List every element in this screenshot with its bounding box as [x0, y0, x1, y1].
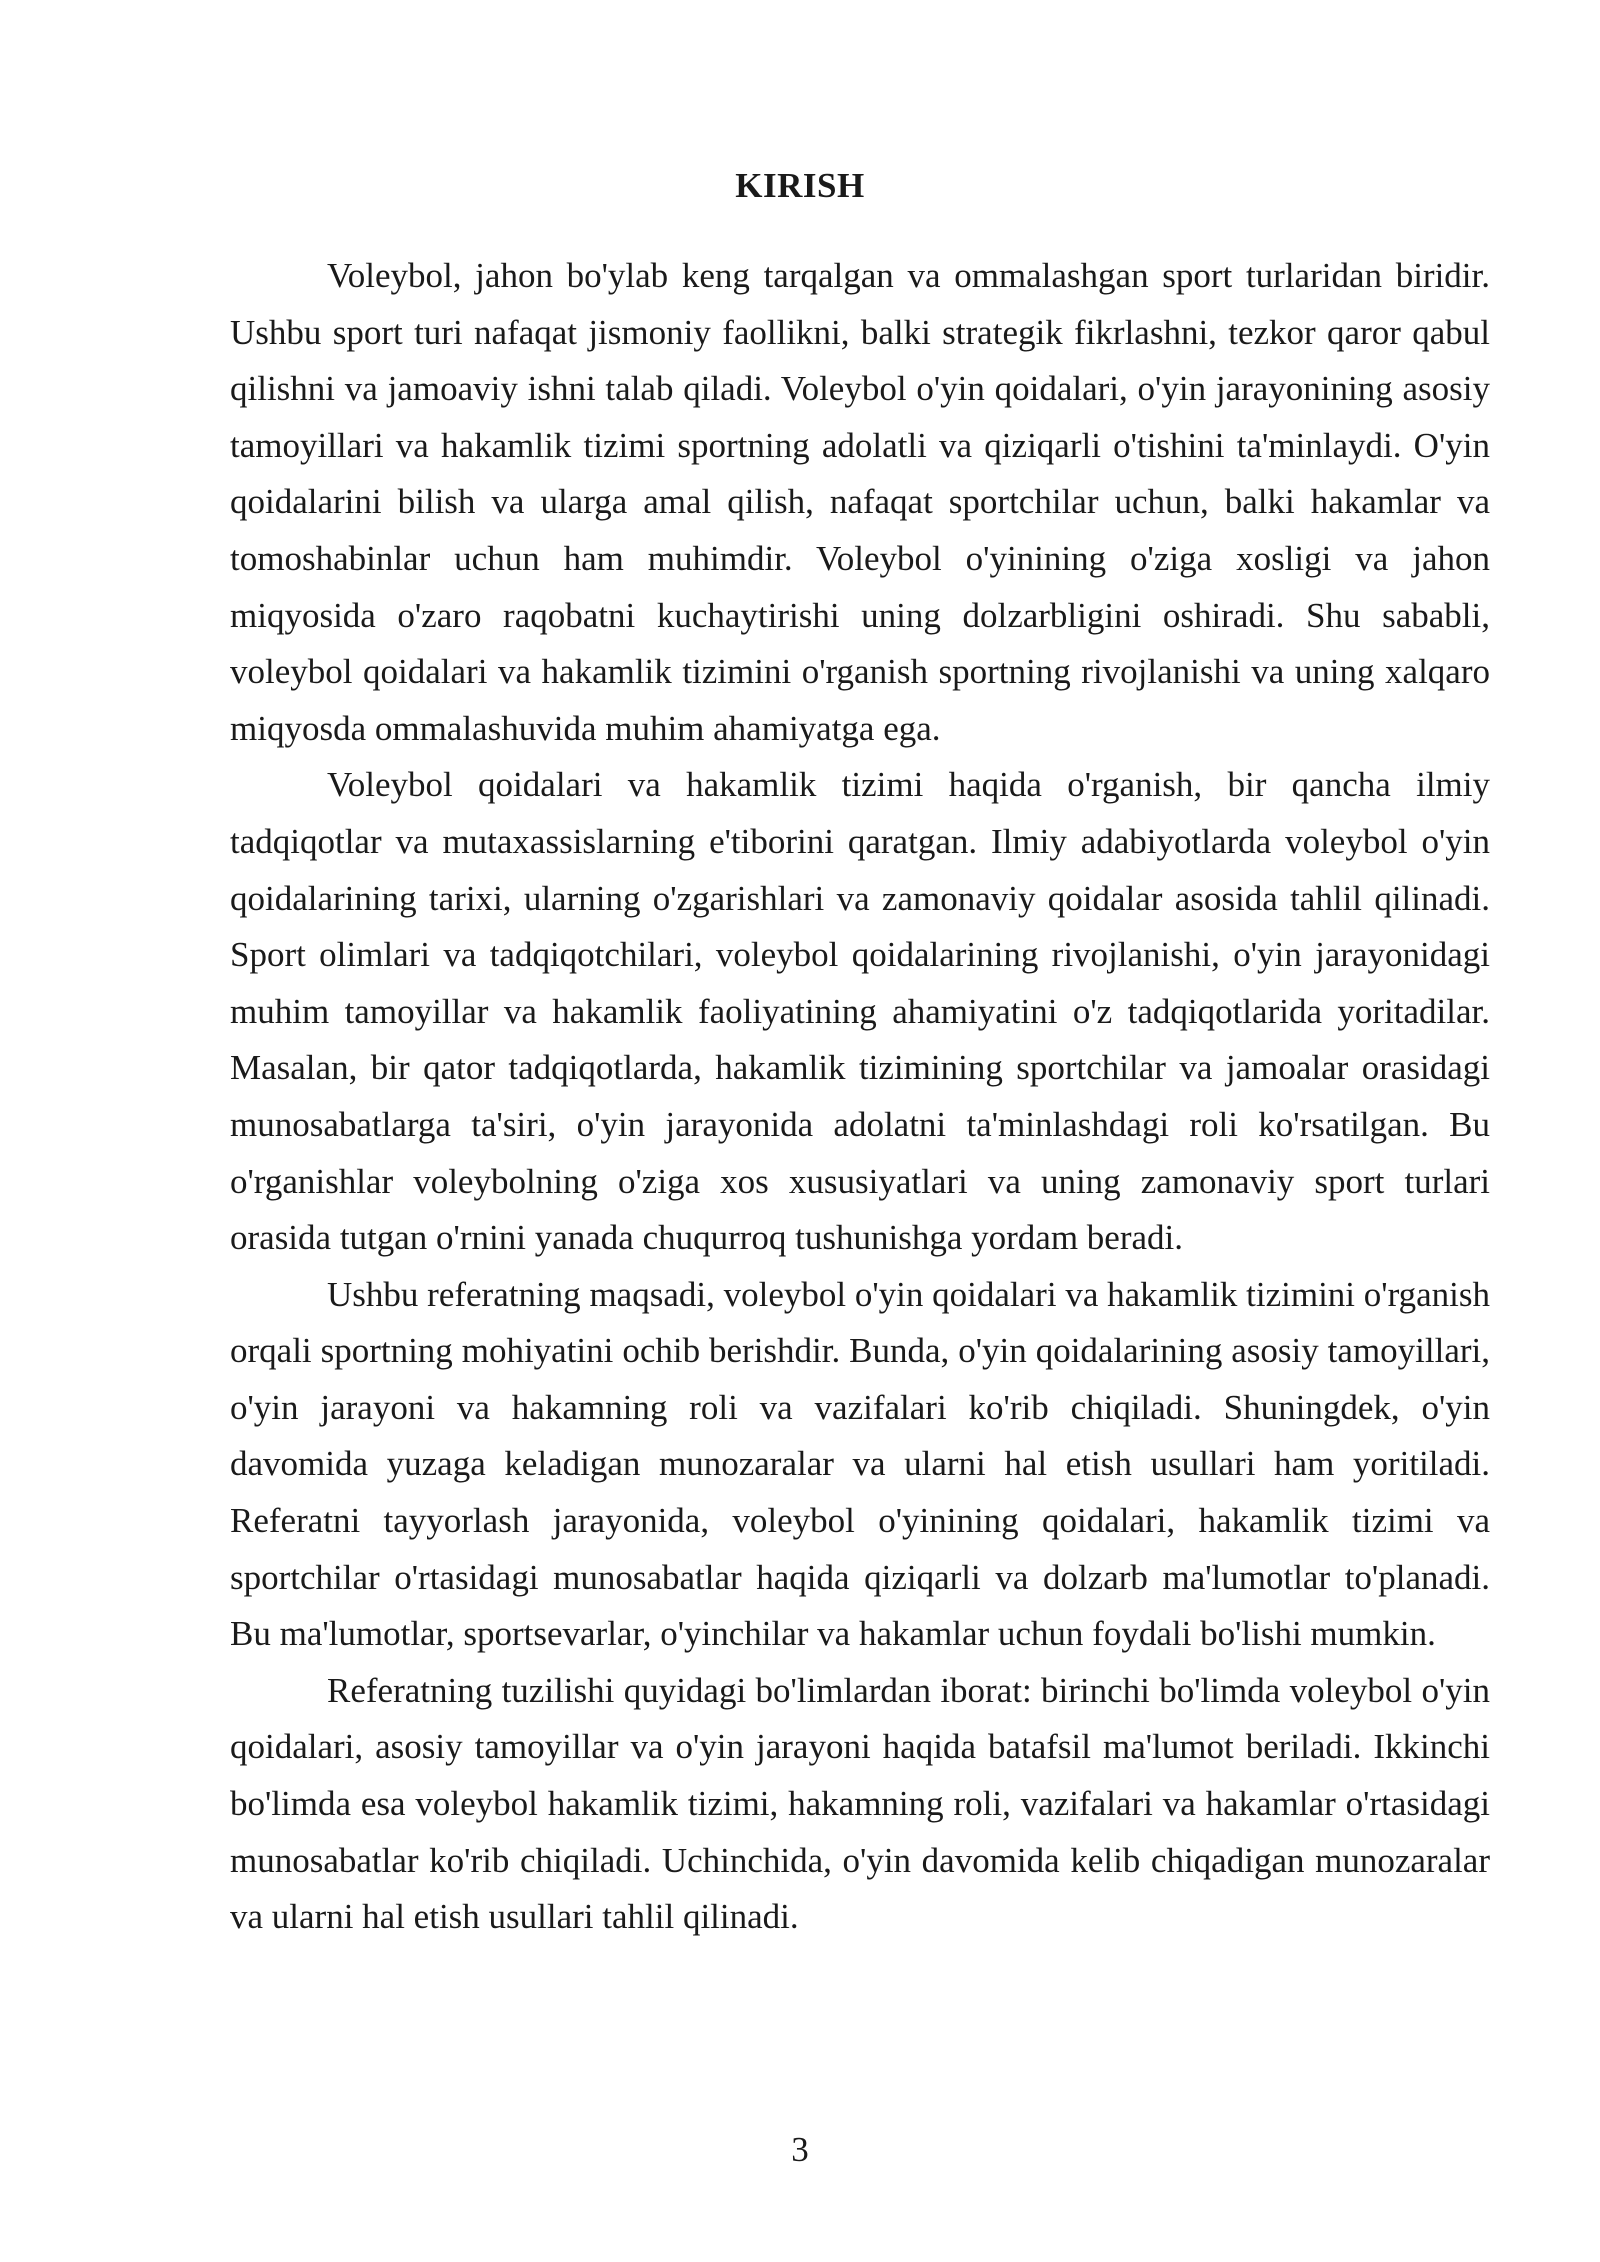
section-heading: KIRISH	[735, 166, 865, 205]
paragraph-1: Voleybol, jahon bo'ylab keng tarqalgan va ommalashgan sport turlaridan biridir. Ushbu sport turi nafaqat jismoniy faollikni, balki strategik fikrlashni, tezkor qaror qabul qilishni va jamoaviy ishni talab qiladi. Voleybol o'yin qoidalari, o'yin jarayonining asosiy tamoyillari va hakamlik tizimi sportning adolatli va qiziqarli o'tishini ta'minlaydi. O'yin qoidalarini bilish va ularga amal qilish, nafaqat sportchilar uchun, balki hakamlar va tomoshabinlar uchun ham muhimdir. Voleybol o'yinining o'ziga xosligi va jahon miqyosida o'zaro raqobatni kuchaytirishi uning dolzarbligini oshiradi. Shu sababli, voleybol qoidalari va hakamlik tizimini o'rganish sportning rivojlanishi va uning xalqaro miqyosda ommalashuvida muhim ahamiyatga ega.	[230, 256, 1490, 748]
body-text	[230, 248, 1490, 1946]
paragraph-3: Ushbu referatning maqsadi, voleybol o'yin qoidalari va hakamlik tizimini o'rganish orqali sportning mohiyatini ochib berishdir. Bunda, o'yin qoidalarining asosiy tamoyillari, o'yin jarayoni va hakamning roli va vazifalari ko'rib chiqiladi. Shuningdek, o'yin davomida yuzaga keladigan munozaralar va ularni hal etish usullari ham yoritiladi. Referatni tayyorlash jarayonida, voleybol o'yinining qoidalari, hakamlik tizimi va sportchilar o'rtasidagi munosabatlar haqida qiziqarli va dolzarb ma'lumotlar to'planadi. Bu ma'lumotlar, sportsevarlar, o'yinchilar va hakamlar uchun foydali bo'lishi mumkin.	[230, 1274, 1490, 1654]
page-number: 3	[791, 2130, 809, 2169]
paragraph-4: Referatning tuzilishi quyidagi bo'limlardan iborat: birinchi bo'limda voleybol o'yin qoidalari, asosiy tamoyillar va o'yin jarayoni haqida batafsil ma'lumot beriladi. Ikkinchi bo'limda esa voleybol hakamlik tizimi, hakamning roli, vazifalari va hakamlar o'rtasidagi munosabatlar ko'rib chiqiladi. Uchinchida, o'yin davomida kelib chiqadigan munozaralar va ularni hal etish usullari tahlil qilinadi.	[230, 1670, 1490, 1937]
paragraph-2: Voleybol qoidalari va hakamlik tizimi haqida o'rganish, bir qancha ilmiy tadqiqotlar va mutaxassislarning e'tiborini qaratgan. Ilmiy adabiyotlarda voleybol o'yin qoidalarining tarixi, ularning o'zgarishlari va zamonaviy qoidalar asosida tahlil qilinadi. Sport olimlari va tadqiqotchilari, voleybol qoidalarining rivojlanishi, o'yin jarayonidagi muhim tamoyillar va hakamlik faoliyatining ahamiyatini o'z tadqiqotlarida yoritadilar. Masalan, bir qator tadqiqotlarda, hakamlik tizimining sportchilar va jamoalar orasidagi munosabatlarga ta'siri, o'yin jarayonida adolatni ta'minlashdagi roli ko'rsatilgan. Bu o'rganishlar voleybolning o'ziga xos xususiyatlari va uning zamonaviy sport turlari orasida tutgan o'rnini yanada chuqurroq tushunishga yordam beradi.	[230, 765, 1490, 1258]
